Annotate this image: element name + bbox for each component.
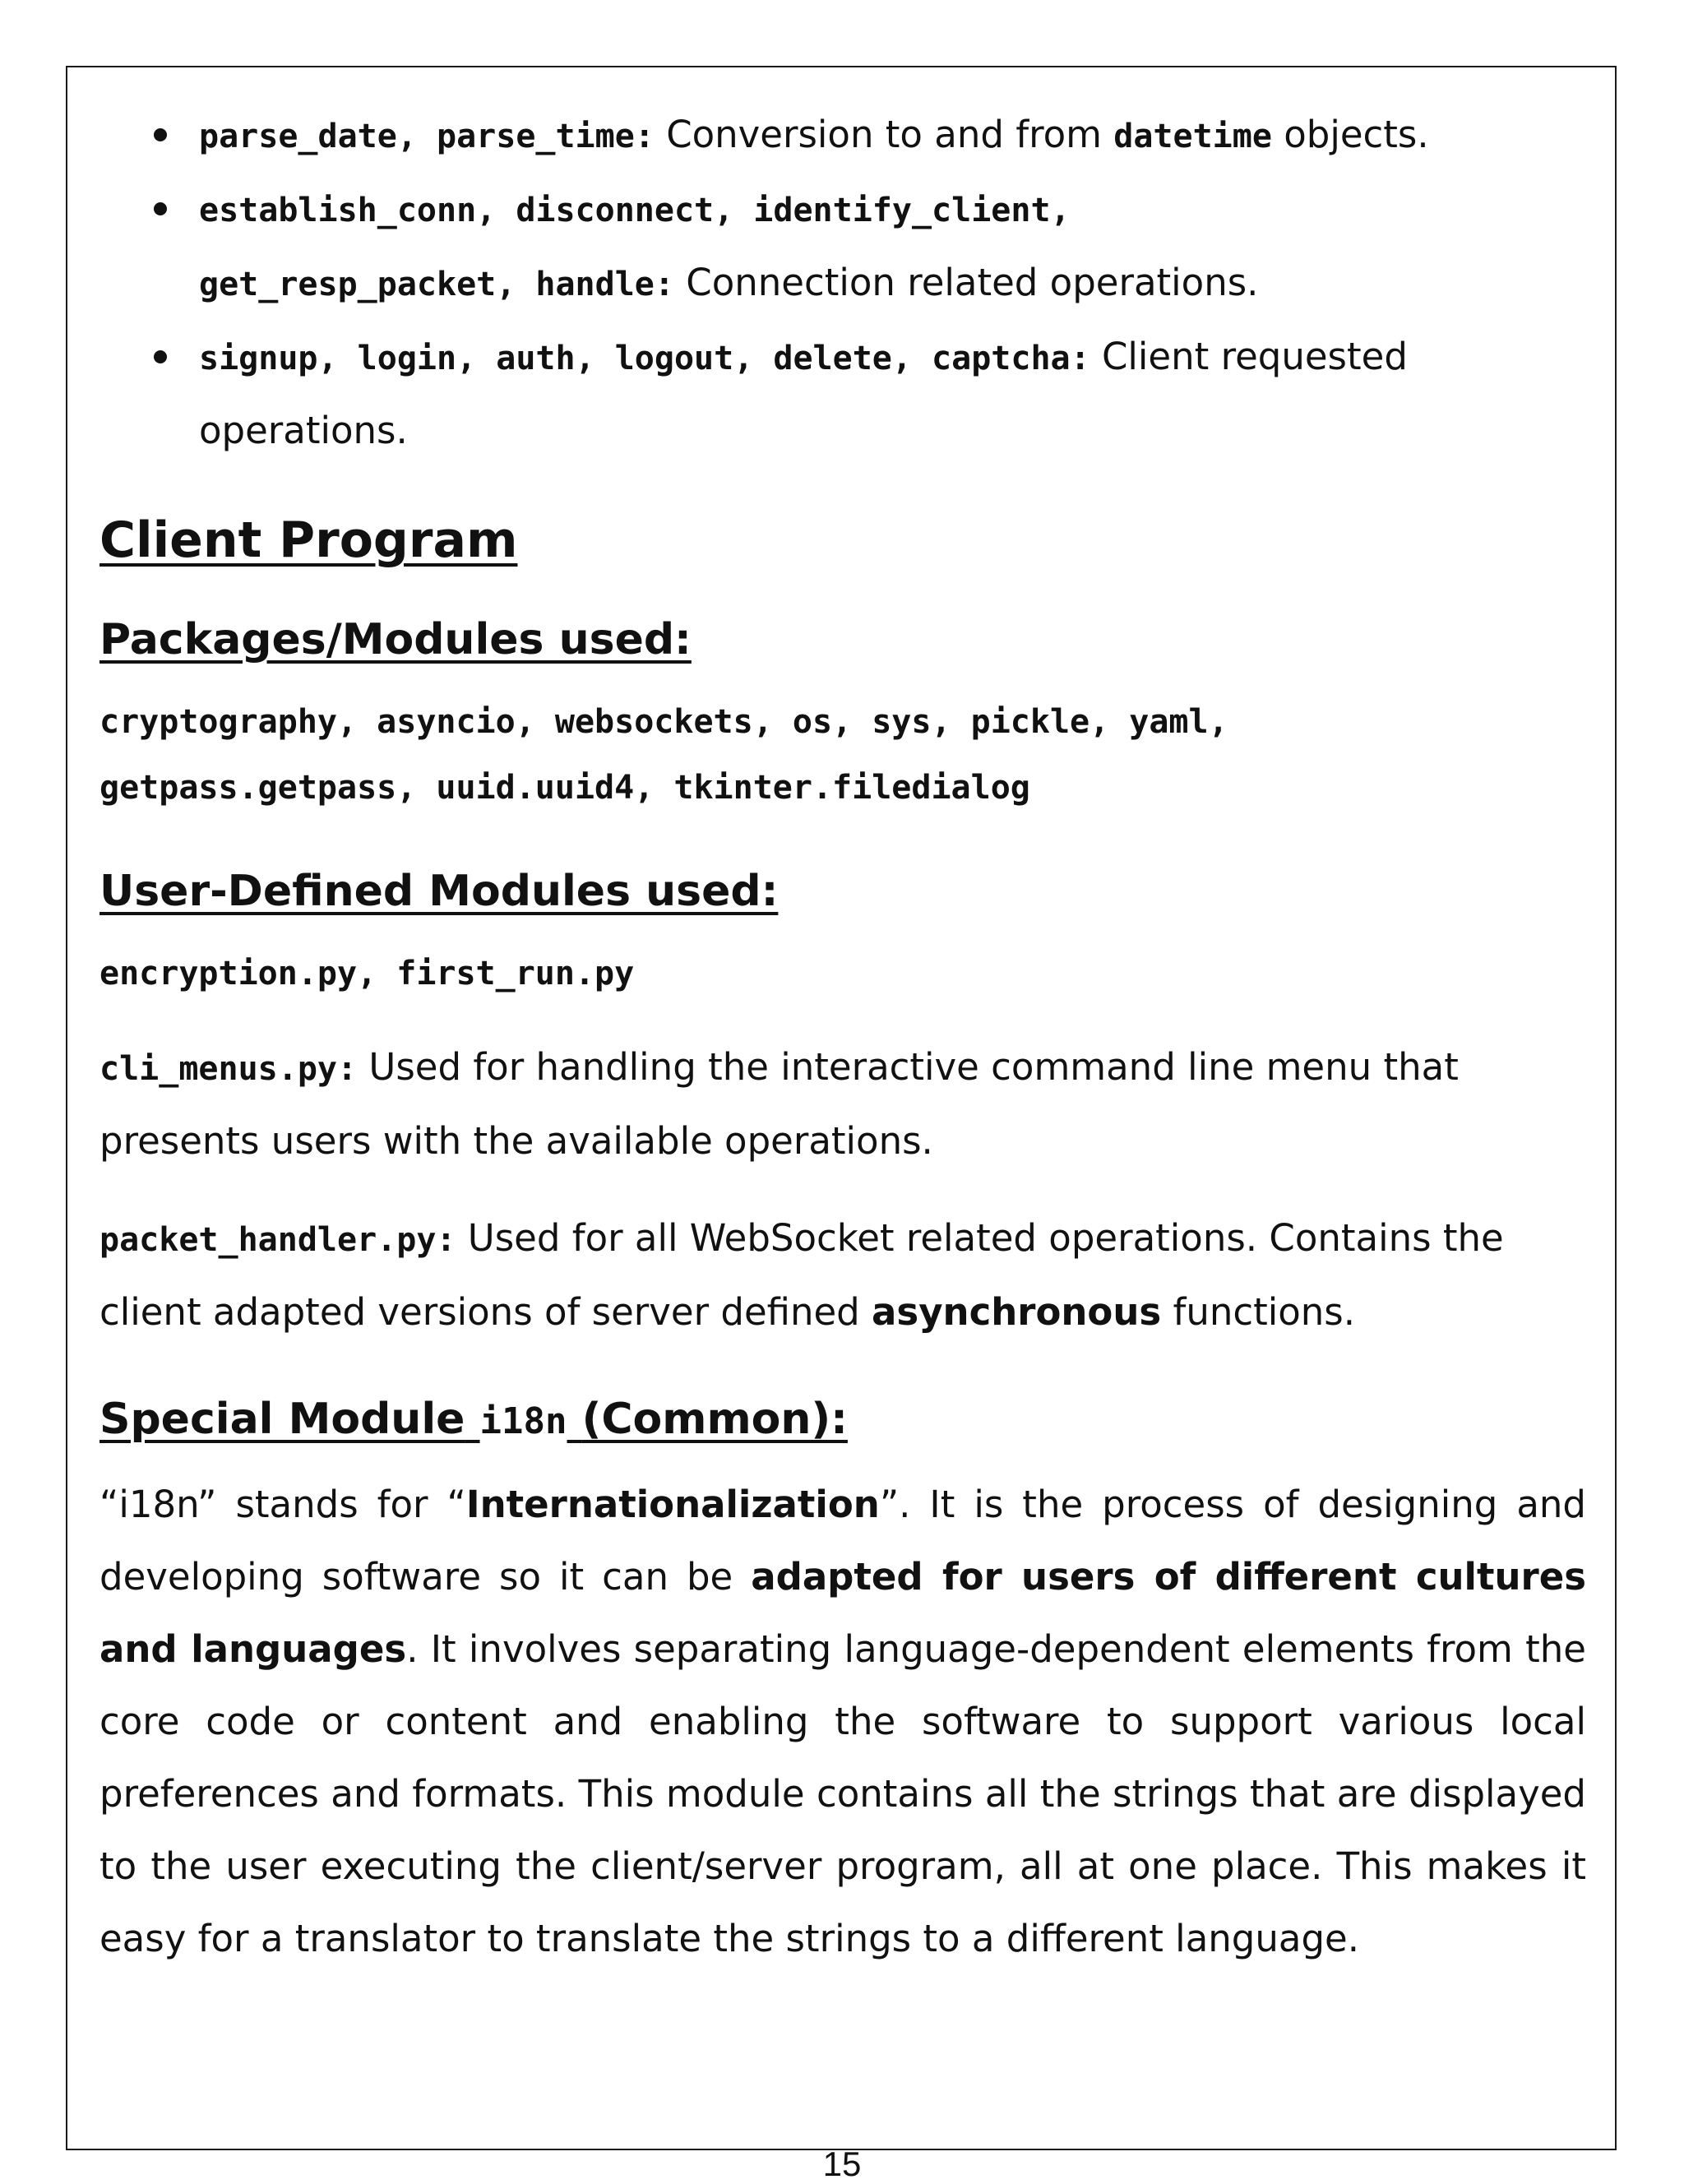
bold-text: adapted for users of different cultures and languages bbox=[99, 1555, 1586, 1671]
body-text: Used for all WebSocket related operations. Contains the client adapted versions of server defined bbox=[99, 1216, 1504, 1334]
heading-part: Special Module bbox=[99, 1395, 465, 1444]
code-text: signup, login, auth, logout, delete, captcha: bbox=[199, 340, 1090, 377]
function-list bbox=[99, 99, 1586, 467]
page-number: 15 bbox=[822, 2145, 862, 2183]
packages-line: cryptography, asyncio, websockets, os, sys, pickle, yaml, bbox=[99, 703, 1228, 741]
body-text: Client requested operations. bbox=[199, 335, 1408, 452]
code-text: i18n bbox=[479, 1400, 567, 1442]
code-text: establish_conn, disconnect, identify_client, bbox=[199, 192, 1071, 229]
i18n-description bbox=[99, 1469, 1586, 1975]
heading-packages: Packages/Modules used: bbox=[99, 615, 692, 664]
body-text: . It involves separating language-dependent elements from the core code or content and enabling the software to support various local preferences and formats. This module contains all the strings that are displayed to the user executing the client/server program, all at one place. This makes it easy for a translator to translate the strings to a different language. bbox=[99, 1627, 1586, 1960]
code-text: cli_menus.py: bbox=[99, 1050, 358, 1088]
body-text: Connection related operations. bbox=[673, 261, 1259, 304]
bold-text: Internationalization bbox=[465, 1483, 880, 1526]
heading-user-modules: User-Defined Modules used: bbox=[99, 867, 779, 916]
packages-list bbox=[99, 689, 1586, 821]
code-text: get_resp_packet, handle: bbox=[199, 266, 674, 303]
bullet-icon bbox=[154, 202, 167, 215]
section-title-client-program: Client Program bbox=[99, 511, 518, 569]
bold-text: asynchronous bbox=[872, 1290, 1162, 1334]
list-item bbox=[99, 173, 1586, 321]
bullet-icon bbox=[154, 128, 167, 141]
cli-menus-description bbox=[99, 1031, 1586, 1178]
user-modules-list: encryption.py, first_run.py bbox=[99, 955, 635, 993]
code-text: parse_date, parse_time: bbox=[199, 118, 655, 155]
body-text: “i18n” stands for “ bbox=[99, 1483, 466, 1526]
body-text: Used for handling the interactive command line menu that presents users with the available operations. bbox=[99, 1045, 1459, 1163]
body-text: objects. bbox=[1271, 113, 1429, 156]
body-text: Conversion to and from bbox=[654, 113, 1114, 156]
packet-handler-description bbox=[99, 1202, 1586, 1349]
list-item bbox=[99, 321, 1586, 467]
code-text: datetime bbox=[1113, 118, 1272, 155]
bullet-icon bbox=[154, 350, 167, 363]
packages-line: getpass.getpass, uuid.uuid4, tkinter.filedialog bbox=[99, 769, 1030, 807]
list-item bbox=[99, 99, 1586, 173]
code-text: packet_handler.py: bbox=[99, 1221, 456, 1259]
body-text: ”. It is the process of designing and developing software so it can be bbox=[99, 1483, 1586, 1599]
body-text: functions. bbox=[1161, 1290, 1356, 1334]
heading-part: (Common): bbox=[581, 1395, 848, 1444]
page-content bbox=[99, 99, 1586, 1975]
heading-special-module bbox=[99, 1395, 1586, 1444]
